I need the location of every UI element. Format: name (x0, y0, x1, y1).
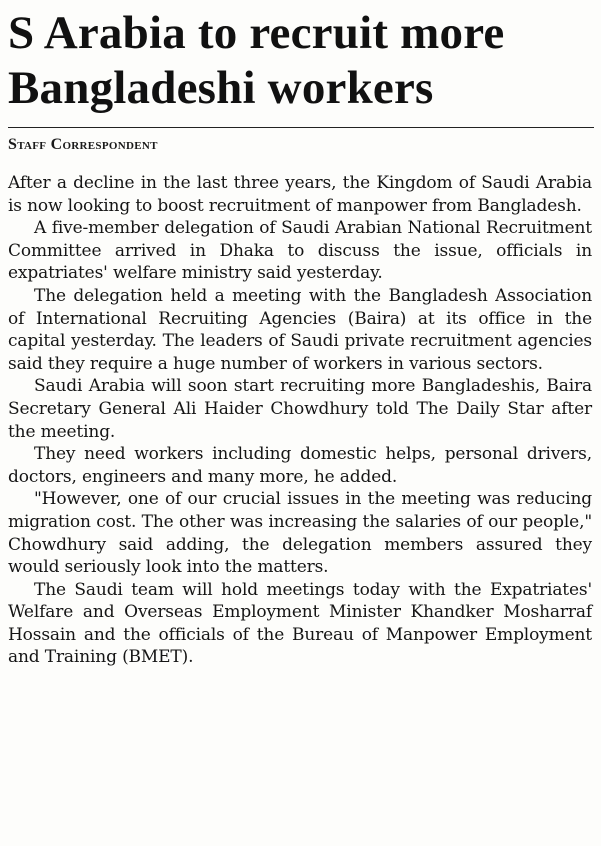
paragraph-1: After a decline in the last three years, the Kingdom of Saudi Arabia is now looking to boost recruitment of manpower from Bangladesh. (8, 173, 592, 216)
paragraph-2: A five-member delegation of Saudi Arabian National Recruitment Committee arrived in Dhaka to discuss the issue, officials in expatriates' welfare ministry said yesterday. (8, 218, 592, 284)
paragraph-4: Saudi Arabia will soon start recruiting more Bangladeshis, Baira Secretary General Ali Haider Chowdhury told The Daily Star after the meeting. (8, 376, 592, 442)
paragraph-6: "However, one of our crucial issues in the meeting was reducing migration cost. The other was increasing the salaries of our people," Chowdhury said adding, the delegation members assured they would seriously look into the matters. (8, 489, 592, 578)
article-body (8, 172, 592, 669)
paragraph-7: The Saudi team will hold meetings today with the Expatriates' Welfare and Overseas Employment Minister Khandker Mosharraf Hossain and the officials of the Bureau of Manpower Employment and Training (BMET). (8, 579, 592, 668)
byline: Staff Correspondent (8, 136, 158, 153)
headline: S Arabia to recruit more Bangladeshi workers (8, 7, 505, 114)
headline-divider (8, 127, 594, 128)
paragraph-3: The delegation held a meeting with the Bangladesh Association of International Recruiting Agencies (Baira) at its office in the capital yesterday. The leaders of Saudi private recruitment agencies said they require a huge number of workers in various sectors. (8, 285, 592, 374)
paragraph-5: They need workers including domestic helps, personal drivers, doctors, engineers and many more, he added. (8, 444, 592, 487)
news-article (8, 6, 594, 669)
